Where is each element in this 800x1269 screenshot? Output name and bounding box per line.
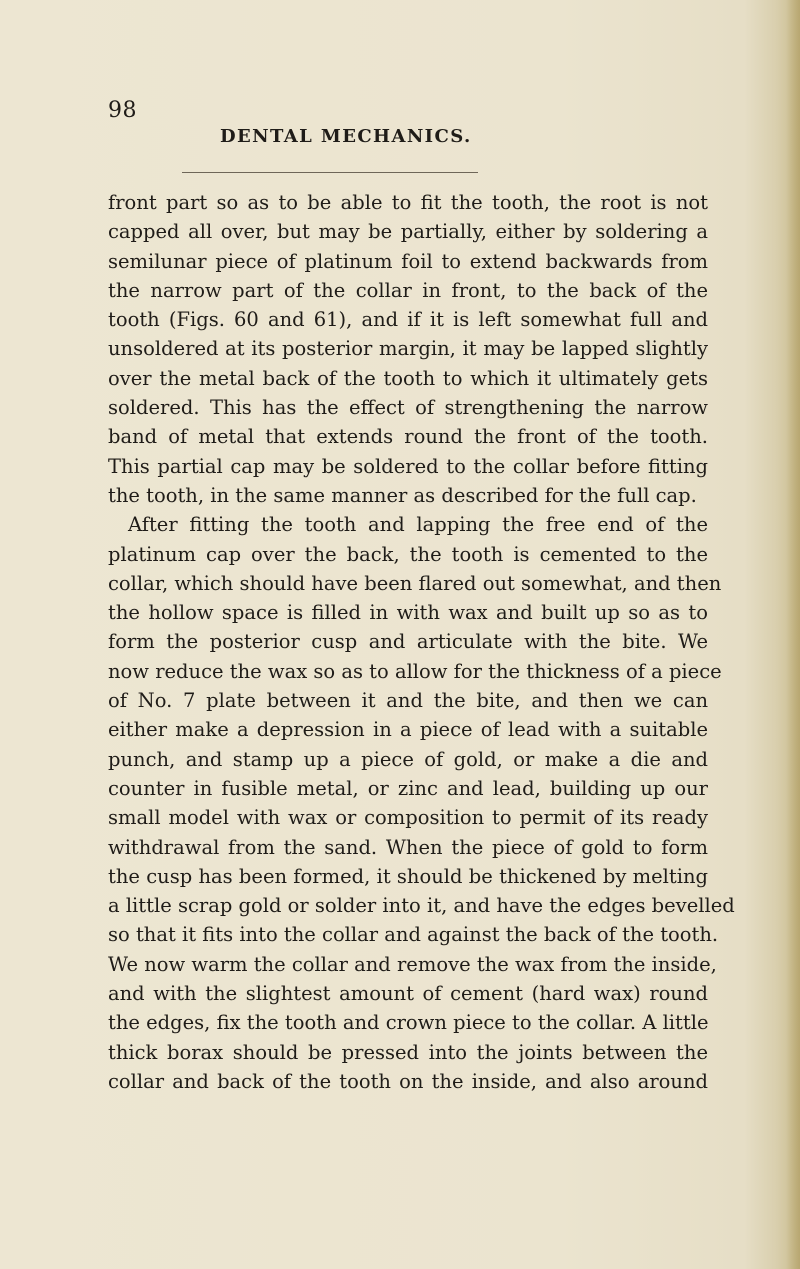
running-head: DENTAL MECHANICS. bbox=[220, 126, 472, 147]
text-line: so that it fits into the collar and against the back of the tooth. bbox=[108, 923, 719, 947]
text-line: front part so as to be able to fit the tooth, the root is not bbox=[108, 191, 708, 214]
text-line: now reduce the wax so as to allow for the thickness of a piece bbox=[108, 659, 722, 683]
text-line: the narrow part of the collar in front, to the back of the bbox=[108, 278, 708, 302]
text-line: semilunar piece of platinum foil to extend backwards from bbox=[108, 249, 708, 273]
text-line: either make a depression in a piece of lead with a suitable bbox=[108, 718, 708, 742]
text-line: band of metal that extends round the front of the tooth. bbox=[108, 425, 708, 449]
text-line: form the posterior cusp and articulate with the bite. We bbox=[108, 630, 708, 654]
text-line: thick borax should be pressed into the joints between the bbox=[108, 1040, 708, 1064]
text-line: platinum cap over the back, the tooth is cemented to the bbox=[108, 542, 708, 566]
text-line: unsoldered at its posterior margin, it may be lapped slightly bbox=[108, 337, 708, 361]
text-line: collar and back of the tooth on the inside, and also around bbox=[108, 1069, 708, 1093]
text-line: tooth (Figs. 60 and 61), and if it is left somewhat full and bbox=[108, 308, 708, 332]
header-rule bbox=[182, 172, 478, 173]
page-edge-shadow bbox=[786, 0, 800, 1269]
text-line: and with the slightest amount of cement (hard wax) round bbox=[108, 982, 708, 1006]
page-number: 98 bbox=[108, 98, 137, 123]
text-line: small model with wax or composition to permit of its ready bbox=[108, 806, 708, 830]
text-line: withdrawal from the sand. When the piece of gold to form bbox=[108, 835, 708, 859]
text-line: the tooth, in the same manner as described for the full cap. bbox=[108, 483, 697, 507]
text-line: counter in fusible metal, or zinc and lead, building up our bbox=[108, 776, 708, 800]
body-text bbox=[108, 188, 735, 1096]
text-line: the hollow space is filled in with wax and built up so as to bbox=[108, 601, 708, 625]
text-line: capped all over, but may be partially, either by soldering a bbox=[108, 220, 708, 244]
text-line: the cusp has been formed, it should be thickened by melting bbox=[108, 864, 708, 888]
text-line: the edges, fix the tooth and crown piece to the collar. A little bbox=[108, 1011, 709, 1035]
text-line: This partial cap may be soldered to the collar before fitting bbox=[108, 454, 708, 478]
text-line: of No. 7 plate between it and the bite, and then we can bbox=[108, 689, 708, 713]
text-line: over the metal back of the tooth to which it ultimately gets bbox=[108, 366, 708, 390]
text-line: After fitting the tooth and lapping the free end of the bbox=[128, 513, 708, 537]
text-line: We now warm the collar and remove the wax from the inside, bbox=[108, 952, 717, 976]
text-line: collar, which should have been flared out somewhat, and then bbox=[108, 571, 722, 595]
text-line: soldered. This has the effect of strengthening the narrow bbox=[108, 396, 708, 420]
text-line: punch, and stamp up a piece of gold, or make a die and bbox=[108, 747, 708, 771]
text-line: a little scrap gold or solder into it, and have the edges bevelled bbox=[108, 894, 735, 918]
